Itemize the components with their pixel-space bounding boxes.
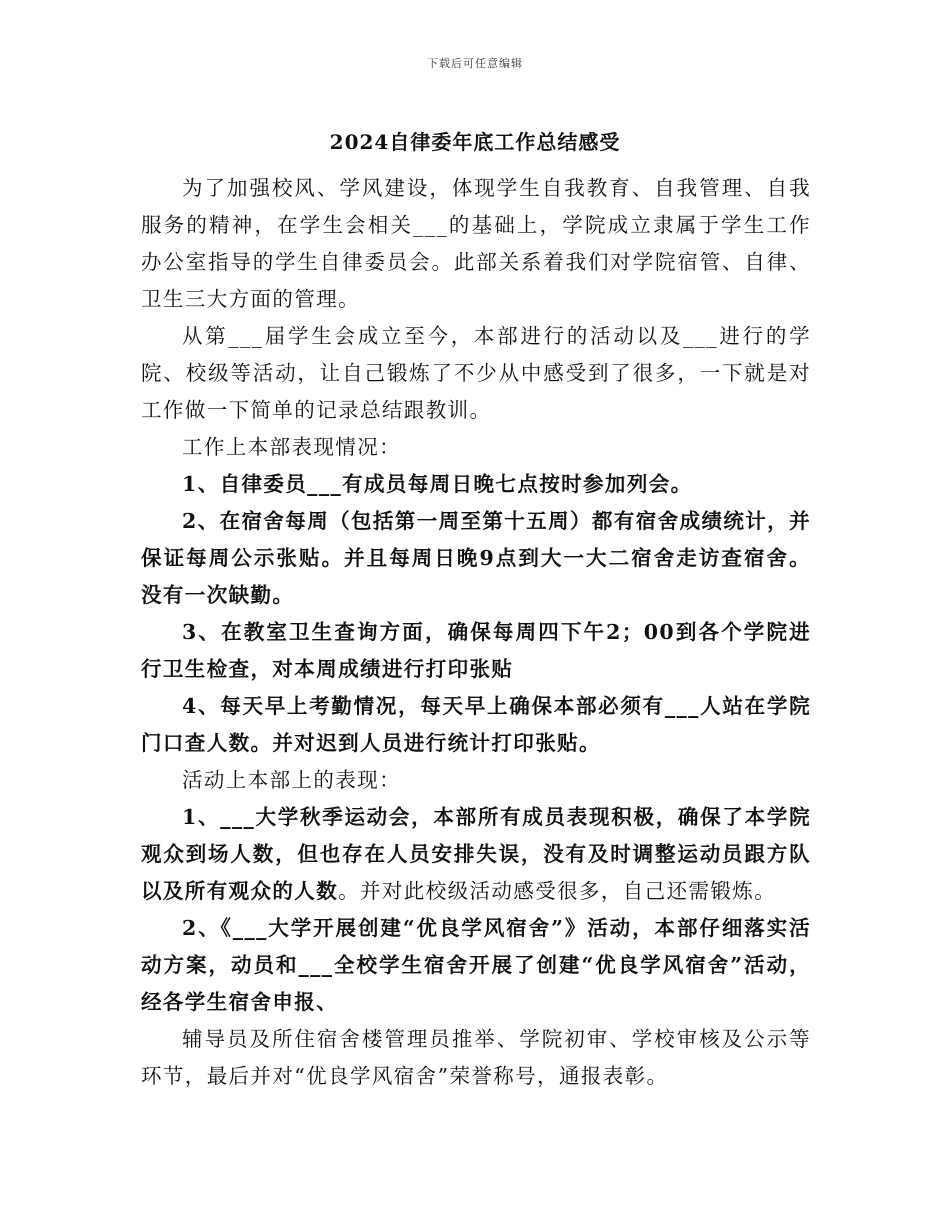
paragraph-intro: 为了加强校风、学风建设，体现学生自我教育、自我管理、自我服务的精神，在学生会相关___的基础上，学院成立隶属于学生工作办公室指导的学生自律委员会。此部关系着我们对学院宿管、自律、卫生三大方面的管理。	[141, 176, 811, 311]
work-item-1: 1、自律委员___有成员每周日晚七点按时参加列会。	[182, 472, 693, 496]
activity-item-1-bold: 1、___大学秋季运动会，本部所有成员表现积极，确保了本学院观众到场人数，但也存在人员安排失误，没有及时调整运动员跟方队以及所有观众的人数	[141, 805, 811, 903]
work-item-4: 4、每天早上考勤情况，每天早上确保本部必须有___人站在学院门口查人数。并对迟到人员进行统计打印张贴。	[141, 694, 811, 755]
paragraph-continuation: 辅导员及所住宿舍楼管理员推举、学院初审、学校审核及公示等环节，最后并对“优良学风宿舍”荣誉称号，通报表彰。	[141, 1027, 811, 1088]
document-title: 2024自律委年底工作总结感受	[329, 130, 621, 154]
header-note: 下载后可任意编辑	[427, 57, 523, 70]
activity-item-2: 2、《___大学开展创建“优良学风宿舍”》活动，本部仔细落实活动方案，动员和___全校学生宿舍开展了创建“优良学风宿舍”活动，经各学生宿舍申报、	[141, 916, 811, 1014]
work-item-3: 3、在教室卫生查询方面，确保每周四下午2；00到各个学院进行卫生检查，对本周成绩进行打印张贴	[141, 620, 811, 681]
activity-item-1	[141, 799, 811, 910]
section-heading-activity: 活动上本部上的表现：	[182, 768, 401, 792]
work-item-2: 2、在宿舍每周（包括第一周至第十五周）都有宿舍成绩统计，并保证每周公示张贴。并且每周日晚9点到大一大二宿舍走访查宿舍。没有一次缺勤。	[141, 509, 811, 607]
section-heading-work: 工作上本部表现情况：	[182, 435, 401, 459]
paragraph-since: 从第___届学生会成立至今，本部进行的活动以及___进行的学院、校级等活动，让自己锻炼了不少从中感受到了很多，一下就是对工作做一下简单的记录总结跟教训。	[141, 324, 811, 422]
document-body	[141, 170, 811, 1095]
activity-item-1-normal: 。并对此校级活动感受很多，自己还需锻炼。	[338, 879, 777, 903]
